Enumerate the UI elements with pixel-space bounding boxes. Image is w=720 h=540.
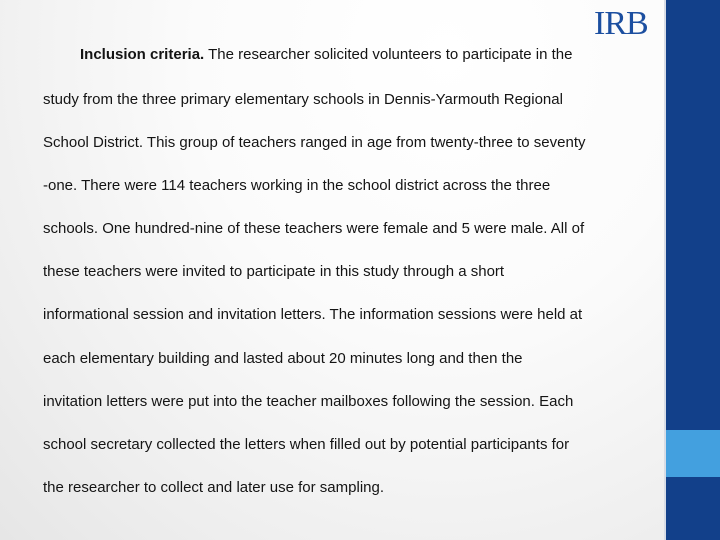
text-line-9: invitation letters were put into the teacher mailboxes following the session. Each: [43, 393, 574, 410]
text-line-6: these teachers were invited to participate in this study through a short: [43, 263, 505, 280]
text-line-8: each elementary building and lasted about 20 minutes long and then the: [43, 350, 523, 367]
text-line-7: informational session and invitation letters. The information sessions were held at: [43, 306, 583, 323]
section-heading: Inclusion criteria.: [80, 46, 205, 63]
text-line-4: -one. There were 114 teachers working in the school district across the three: [43, 177, 551, 194]
text-line-1: [80, 45, 572, 65]
text-line-3: School District. This group of teachers ranged in age from twenty-three to seventy: [43, 134, 586, 151]
text-line-1-content: The researcher solicited volunteers to participate in the: [204, 46, 573, 63]
text-line-10: school secretary collected the letters when filled out by potential participants for: [43, 436, 570, 453]
text-line-2: study from the three primary elementary schools in Dennis-Yarmouth Regional: [43, 91, 563, 108]
irb-logo: IRB: [594, 5, 648, 42]
text-line-5: schools. One hundred-nine of these teachers were female and 5 were male. All of: [43, 220, 585, 237]
text-line-11: the researcher to collect and later use for sampling.: [43, 479, 385, 496]
